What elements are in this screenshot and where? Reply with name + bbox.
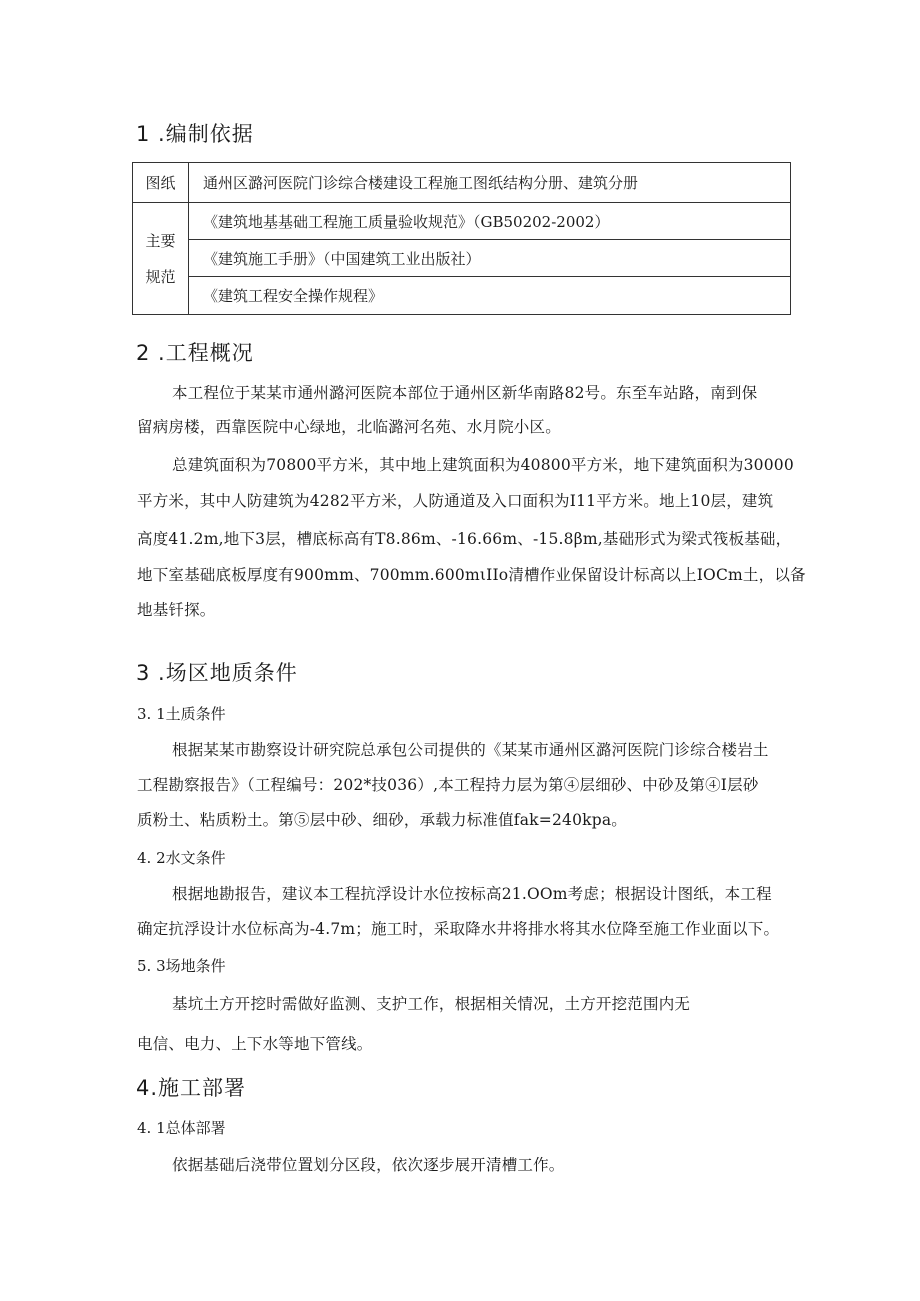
codes-label [133, 203, 189, 315]
section-2-heading: 2 .工程概况 [136, 341, 254, 365]
paragraph-line: 地下室基础底板厚度有900mm、700mm.600mιIIo清槽作业保留设计标高以上IOCm土，以备 [137, 566, 806, 584]
subsection-3-3-heading: 5. 3场地条件 [137, 957, 226, 975]
subsection-3-2-heading: 4. 2水文条件 [137, 849, 226, 867]
paragraph-line: 质粉土、粘质粉土。第⑤层中砂、细砂，承载力标准值fak=240kpa。 [137, 811, 627, 829]
code-item-1: 《建筑地基基础工程施工质量验收规范》（GB50202-2002） [189, 203, 791, 240]
paragraph-line: 本工程位于某某市通州潞河医院本部位于通州区新华南路82号。东至车站路，南到保 [172, 384, 758, 402]
subsection-4-1-heading: 4. 1总体部署 [137, 1119, 226, 1137]
code-item-3: 《建筑工程安全操作规程》 [189, 277, 791, 315]
section-1-heading: 1 .编制依据 [136, 122, 254, 146]
section-4-heading: 4.施工部署 [136, 1076, 247, 1100]
drawings-value: 通州区潞河医院门诊综合楼建设工程施工图纸结构分册、建筑分册 [189, 163, 791, 203]
codes-label-line-1: 主要 [145, 231, 176, 250]
paragraph-line: 留病房楼，西靠医院中心绿地，北临潞河名苑、水月院小区。 [137, 418, 561, 436]
paragraph-line: 根据某某市勘察设计研究院总承包公司提供的《某某市通州区潞河医院门诊综合楼岩土 [172, 741, 769, 759]
paragraph-line: 工程勘察报告》（工程编号：202*技036）,本工程持力层为第④层细砂、中砂及第④I层砂 [137, 776, 759, 794]
section-3-heading: 3 .场区地质条件 [136, 661, 298, 685]
paragraph-line: 电信、电力、上下水等地下管线。 [137, 1035, 373, 1053]
paragraph-line: 地基钎探。 [137, 601, 216, 619]
paragraph-line: 高度41.2m,地下3层，槽底标高有T8.86m、-16.66m、-15.8βm,基础形式为梁式筏板基础， [137, 530, 792, 548]
paragraph-line: 根据地勘报告，建议本工程抗浮设计水位按标高21.OOm考虑；根据设计图纸，本工程 [172, 885, 772, 903]
code-item-2: 《建筑施工手册》（中国建筑工业出版社） [189, 240, 791, 277]
paragraph-line: 确定抗浮设计水位标高为-4.7m；施工时，采取降水井将排水将其水位降至施工作业面以下。 [137, 920, 780, 938]
drawings-label: 图纸 [133, 163, 189, 203]
codes-label-line-2: 规范 [145, 267, 176, 286]
paragraph-line: 总建筑面积为70800平方米，其中地上建筑面积为40800平方米，地下建筑面积为30000 [172, 456, 794, 474]
paragraph-line: 基坑土方开挖时需做好监测、支护工作，根据相关情况，土方开挖范围内无 [172, 995, 691, 1013]
subsection-3-1-heading: 3. 1土质条件 [137, 705, 226, 723]
paragraph-line: 平方米，其中人防建筑为4282平方米，人防通道及入口面积为I11平方米。地上10层，建筑 [137, 492, 774, 510]
paragraph-line: 依据基础后浇带位置划分区段，依次逐步展开清槽工作。 [172, 1156, 565, 1174]
basis-table [132, 162, 791, 315]
